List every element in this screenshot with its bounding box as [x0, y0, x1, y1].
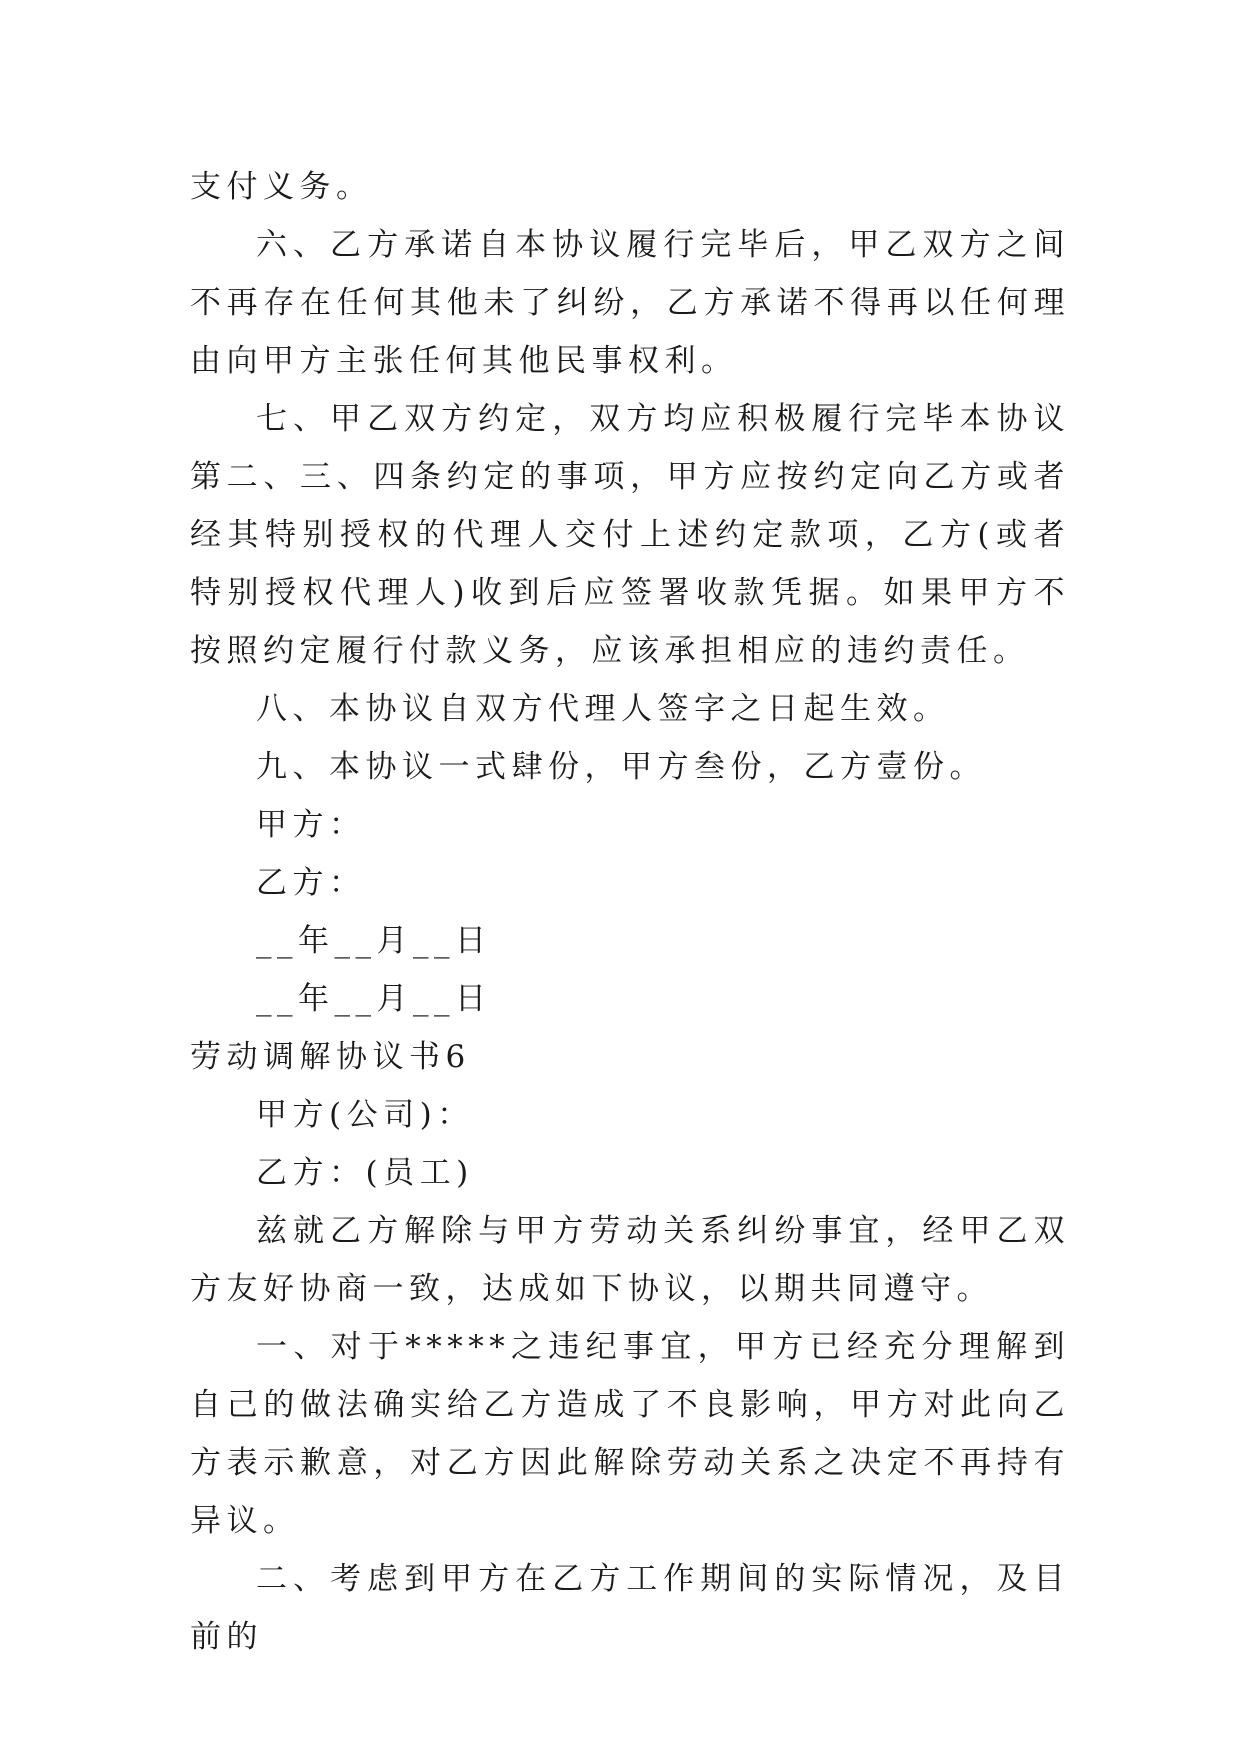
paragraph-clause-1: 一、对于*****之违纪事宜，甲方已经充分理解到自己的做法确实给乙方造成了不良影响，甲方对此向乙方表示歉意，对乙方因此解除劳动关系之决定不再持有异议。: [190, 1329, 1070, 1539]
paragraph-clause-7: 七、甲乙双方约定，双方均应积极履行完毕本协议第二、三、四条约定的事项，甲方应按约定向乙方或者经其特别授权的代理人交付上述约定款项，乙方(或者特别授权代理人)收到后应签署收款凭据。如果甲方不按照约定履行付款义务，应该承担相应的违约责任。: [190, 401, 1070, 669]
paragraph-clause-9: 九、本协议一式肆份，甲方叁份，乙方壹份。: [256, 749, 986, 785]
paragraph-clause-6: 六、乙方承诺自本协议履行完毕后，甲乙双方之间不再存在任何其他未了纠纷，乙方承诺不得再以任何理由向甲方主张任何其他民事权利。: [190, 227, 1070, 379]
party-b-signature: 乙方：: [256, 865, 366, 901]
date-line-1: __年__月__日: [256, 923, 492, 959]
paragraph-clause-8: 八、本协议自双方代理人签字之日起生效。: [256, 691, 950, 727]
paragraph-payment-obligation: 支付义务。: [190, 169, 373, 205]
section-title: 劳动调解协议书6: [190, 1039, 471, 1075]
paragraph-clause-2: 二、考虑到甲方在乙方工作期间的实际情况，及目前的: [190, 1561, 1070, 1655]
party-a-signature: 甲方：: [256, 807, 366, 843]
party-a-company: 甲方(公司)：: [256, 1097, 474, 1133]
document-body: [190, 158, 1070, 1666]
date-line-2: __年__月__日: [256, 981, 492, 1017]
party-b-employee: 乙方：(员工): [256, 1155, 474, 1191]
paragraph-preamble: 兹就乙方解除与甲方劳动关系纠纷事宜，经甲乙双方友好协商一致，达成如下协议，以期共同遵守。: [190, 1213, 1070, 1307]
